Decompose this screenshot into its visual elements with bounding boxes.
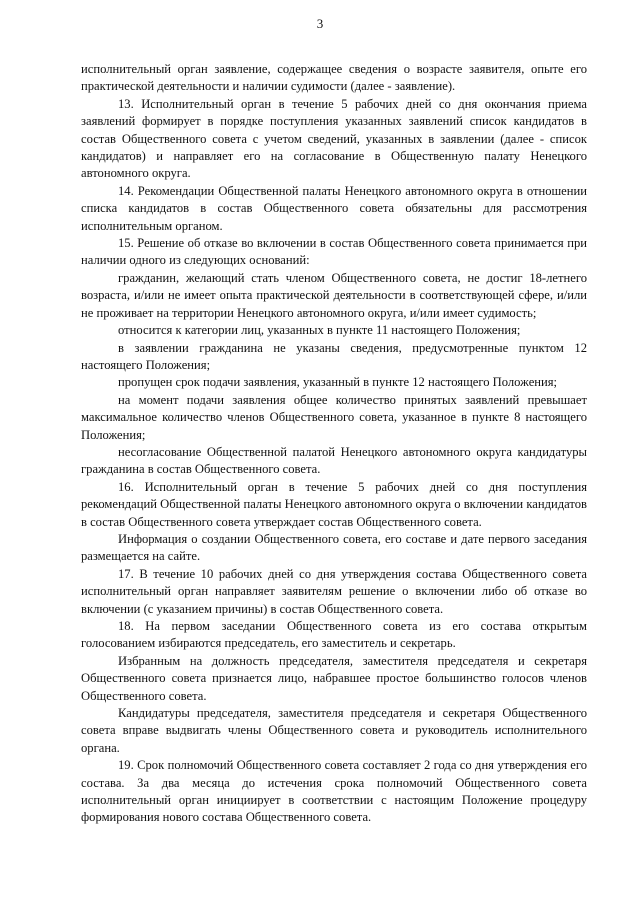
paragraph-item-18: 18. На первом заседании Общественного совета из его состава открытым голосованием избираются председатель, его заместитель и секретарь. xyxy=(81,619,587,651)
paragraph-refusal-ground-quota: на момент подачи заявления общее количество принятых заявлений превышает максимальное количество членов Общественного совета, указанное в пункте 8 настоящего Положения; xyxy=(81,392,587,442)
paragraph-election-majority: Избранным на должность председателя, заместителя председателя и секретаря Общественного совета признается лицо, набравшее простое большинство голосов членов Общественного совета. xyxy=(81,653,587,703)
paragraph-item-14: 14. Рекомендации Общественной палаты Ненецкого автономного округа в отношении списка кандидатов в состав Общественного совета обязательны для рассмотрения исполнительным органом. xyxy=(81,183,587,233)
paragraph-refusal-ground-deadline: пропущен срок подачи заявления, указанный в пункте 12 настоящего Положения; xyxy=(118,375,558,390)
paragraph-item-15: 15. Решение об отказе во включении в состав Общественного совета принимается при наличии одного из следующих оснований: xyxy=(81,236,587,268)
paragraph-continuation-application: исполнительный орган заявление, содержащее сведения о возрасте заявителя, опыте его практической деятельности и наличии судимости (далее - заявление). xyxy=(81,62,587,94)
paragraph-item-16: 16. Исполнительный орган в течение 5 рабочих дней со дня поступления рекомендаций Общественной палаты Ненецкого автономного округа о включении кандидатов в состав Общественного совета утверждает состав Общественного совета. xyxy=(81,479,587,529)
paragraph-refusal-ground-missing-info: в заявлении гражданина не указаны сведения, предусмотренные пунктом 12 настоящего Положения; xyxy=(81,340,587,372)
document-body xyxy=(81,61,587,827)
paragraph-candidate-nomination: Кандидатуры председателя, заместителя председателя и секретаря Общественного совета вправе выдвигать члены Общественного совета и руководитель исполнительного органа. xyxy=(81,706,587,755)
paragraph-item-19: 19. Срок полномочий Общественного совета составляет 2 года со дня утверждения его состава. За два месяца до истечения срока полномочий Общественного совета исполнительный орган инициирует в соответствии с настоящим Положение процедуру формирования нового состава Общественного совета. xyxy=(81,758,587,825)
paragraph-refusal-ground-category: относится к категории лиц, указанных в пункте 11 настоящего Положения; xyxy=(118,323,521,338)
paragraph-refusal-ground-age: гражданин, желающий стать членом Общественного совета, не достиг 18-летнего возраста, и/или не имеет опыта практической деятельности в соответствующей сфере, и/или не проживает на территории Ненецкого автономного округа, и/или имеет судимость; xyxy=(81,270,587,320)
paragraph-item-13: 13. Исполнительный орган в течение 5 рабочих дней со дня окончания приема заявлений формирует в порядке поступления указанных заявлений список кандидатов в состав Общественного совета с учетом сведений, указанных в заявлении (далее - список кандидатов) и направляет его на согласование в Общественную палату Ненецкого автономного округа. xyxy=(81,96,587,181)
paragraph-item-17: 17. В течение 10 рабочих дней со дня утверждения состава Общественного совета исполнительный орган направляет заявителям решение о включении либо об отказе во включении (с указанием причины) в состав Общественного совета. xyxy=(81,566,587,616)
page-number: 3 xyxy=(316,16,324,31)
paragraph-refusal-ground-disapproval: несогласование Общественной палатой Ненецкого автономного округа кандидатуры гражданина в состав Общественного совета. xyxy=(81,444,587,477)
paragraph-publication-info: Информация о создании Общественного совета, его составе и дате первого заседания размещается на сайте. xyxy=(81,531,587,564)
